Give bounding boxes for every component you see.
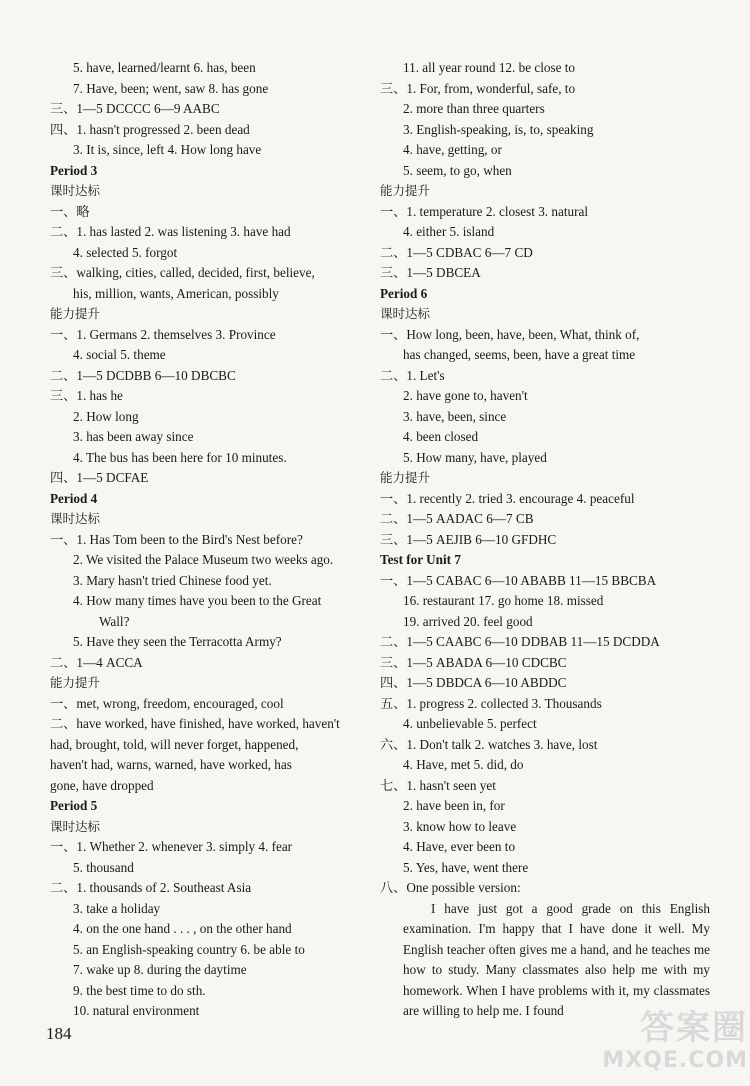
- answer-line: 4. have, getting, or: [403, 142, 502, 157]
- section-heading: Period 6: [380, 285, 428, 301]
- answer-line: 二、1—5 CDBAC 6—7 CD: [380, 244, 533, 260]
- answer-line: has changed, seems, been, have a great time: [403, 347, 636, 362]
- answer-line: 一、1. Germans 2. themselves 3. Province: [50, 326, 276, 342]
- answer-line: 一、1. Whether 2. whenever 3. simply 4. fear: [50, 839, 293, 854]
- section-subheading: 能力提升: [50, 675, 101, 690]
- answer-line: 4. The bus has been here for 10 minutes.: [73, 449, 287, 465]
- answer-line: 六、1. Don't talk 2. watches 3. have, lost: [380, 736, 598, 752]
- answer-line: 二、1. thousands of 2. Southeast Asia: [50, 880, 252, 895]
- section-heading: Test for Unit 7: [380, 552, 461, 567]
- answer-line: 2. have been in, for: [403, 798, 505, 813]
- answer-line: 4. Have, ever been to: [403, 839, 516, 854]
- section-subheading: 能力提升: [380, 183, 431, 198]
- section-subheading: 课时达标: [380, 306, 431, 321]
- answer-line: 八、One possible version:: [380, 880, 521, 895]
- answer-line: 2. have gone to, haven't: [403, 388, 528, 403]
- right-column: [380, 58, 710, 1022]
- answer-line: 3. English-speaking, is, to, speaking: [403, 121, 594, 137]
- answer-line: 2. more than three quarters: [403, 101, 545, 116]
- answer-line: 2. We visited the Palace Museum two weeks ago.: [73, 552, 334, 567]
- section-subheading: 能力提升: [50, 306, 101, 321]
- answer-line: 一、met, wrong, freedom, encouraged, cool: [50, 695, 284, 711]
- answer-line: 4. unbelievable 5. perfect: [403, 716, 537, 731]
- section-subheading: 课时达标: [50, 511, 101, 526]
- answer-line: 10. natural environment: [73, 1003, 200, 1018]
- answer-line: 三、1—5 DBCEA: [380, 265, 481, 280]
- answer-line: 三、1—5 DCCCC 6—9 AABC: [50, 101, 220, 116]
- answer-line: 11. all year round 12. be close to: [403, 60, 575, 75]
- answer-line: 四、1—5 DBDCA 6—10 ABDDC: [380, 675, 567, 690]
- section-subheading: 课时达标: [50, 818, 101, 834]
- watermark-top-text: 答案圈: [640, 1008, 748, 1048]
- answer-line: 二、1—5 AADAC 6—7 CB: [380, 511, 534, 526]
- answer-line: 四、1. hasn't progressed 2. been dead: [50, 121, 250, 137]
- answer-line: 9. the best time to do sth.: [73, 982, 206, 998]
- watermark-bottom-text: MXQE.COM: [602, 1048, 748, 1073]
- answer-line: 二、1—4 ACCA: [50, 654, 143, 670]
- left-column: [50, 58, 368, 1022]
- page-number: 184: [46, 1024, 72, 1043]
- answer-line: 5. have, learned/learnt 6. has, been: [73, 60, 256, 75]
- answer-line: 3. know how to leave: [403, 818, 517, 834]
- answer-line: 五、1. progress 2. collected 3. Thousands: [380, 695, 602, 711]
- answer-line: 二、1—5 CAABC 6—10 DDBAB 11—15 DCDDA: [380, 634, 660, 649]
- answer-line: 4. either 5. island: [403, 224, 495, 239]
- answer-line: 2. How long: [73, 408, 139, 424]
- answer-line: 三、walking, cities, called, decided, first, believe,: [50, 265, 315, 280]
- answer-line: 5. How many, have, played: [403, 449, 547, 465]
- answer-line: 4. on the one hand . . . , on the other hand: [73, 921, 292, 936]
- answer-line: 5. Have they seen the Terracotta Army?: [73, 634, 282, 649]
- answer-line: 一、1. Has Tom been to the Bird's Nest before?: [50, 531, 303, 547]
- answer-line: 4. been closed: [403, 429, 479, 444]
- answer-line: 3. Mary hasn't tried Chinese food yet.: [73, 572, 272, 588]
- section-heading: Period 5: [50, 798, 98, 813]
- answer-line: 3. It is, since, left 4. How long have: [73, 142, 262, 157]
- answer-line: 一、1. temperature 2. closest 3. natural: [380, 203, 589, 219]
- answer-line: 四、1—5 DCFAE: [50, 470, 149, 485]
- answer-line: 4. Have, met 5. did, do: [403, 757, 524, 772]
- section-subheading: 课时达标: [50, 183, 101, 198]
- answer-line: 4. social 5. theme: [73, 347, 166, 362]
- answer-line: 三、1—5 ABADA 6—10 CDCBC: [380, 654, 567, 670]
- answer-line: 7. Have, been; went, saw 8. has gone: [73, 80, 269, 96]
- answer-line: Wall?: [99, 613, 130, 629]
- answer-line: 二、1. Let's: [380, 367, 445, 383]
- answer-line: haven't had, warns, warned, have worked, has: [50, 757, 292, 772]
- answer-line: 19. arrived 20. feel good: [403, 613, 533, 629]
- answer-line: 3. take a holiday: [73, 900, 161, 916]
- answer-line: 一、略: [50, 203, 90, 219]
- answer-line: 二、1—5 DCDBB 6—10 DBCBC: [50, 367, 236, 383]
- answer-line: 5. seem, to go, when: [403, 162, 512, 178]
- answer-line: 七、1. hasn't seen yet: [380, 777, 496, 793]
- answer-line: 二、have worked, have finished, have worked, haven't: [50, 716, 340, 731]
- essay-paragraph: I have just got a good grade on this English examination. I'm happy that I have done it well. My English teacher often gives me a hand, and he teaches me how to study. Many classmates also help me with my homework. When I have problems with it, my classmates are willing to help me. I found: [403, 900, 710, 1018]
- answer-line: his, million, wants, American, possibly: [73, 285, 279, 301]
- answer-line: 16. restaurant 17. go home 18. missed: [403, 593, 604, 608]
- answer-line: 一、How long, been, have, been, What, think of,: [380, 326, 640, 342]
- answer-line: 三、1—5 AEJIB 6—10 GFDHC: [380, 531, 557, 547]
- answer-line: 一、1. recently 2. tried 3. encourage 4. peaceful: [380, 490, 635, 506]
- answer-line: 二、1. has lasted 2. was listening 3. have had: [50, 224, 291, 239]
- section-heading: Period 4: [50, 490, 98, 506]
- answer-line: 3. have, been, since: [403, 408, 507, 424]
- answer-line: 三、1. has he: [50, 388, 123, 403]
- answer-line: had, brought, told, will never forget, happened,: [50, 736, 299, 752]
- answer-line: 4. selected 5. forgot: [73, 244, 178, 260]
- answer-line: 5. an English-speaking country 6. be able to: [73, 941, 305, 957]
- section-heading: Period 3: [50, 162, 98, 178]
- answer-line: 4. How many times have you been to the Great: [73, 593, 322, 608]
- answer-line: 三、1. For, from, wonderful, safe, to: [380, 80, 576, 96]
- answer-line: gone, have dropped: [50, 777, 154, 793]
- answer-line: 7. wake up 8. during the daytime: [73, 962, 247, 977]
- section-subheading: 能力提升: [380, 470, 431, 485]
- answer-line: 3. has been away since: [73, 429, 194, 444]
- answer-line: 一、1—5 CABAC 6—10 ABABB 11—15 BBCBA: [380, 572, 657, 588]
- answer-line: 5. thousand: [73, 859, 134, 875]
- answer-line: 5. Yes, have, went there: [403, 859, 529, 875]
- watermark-logo: [598, 1008, 748, 1084]
